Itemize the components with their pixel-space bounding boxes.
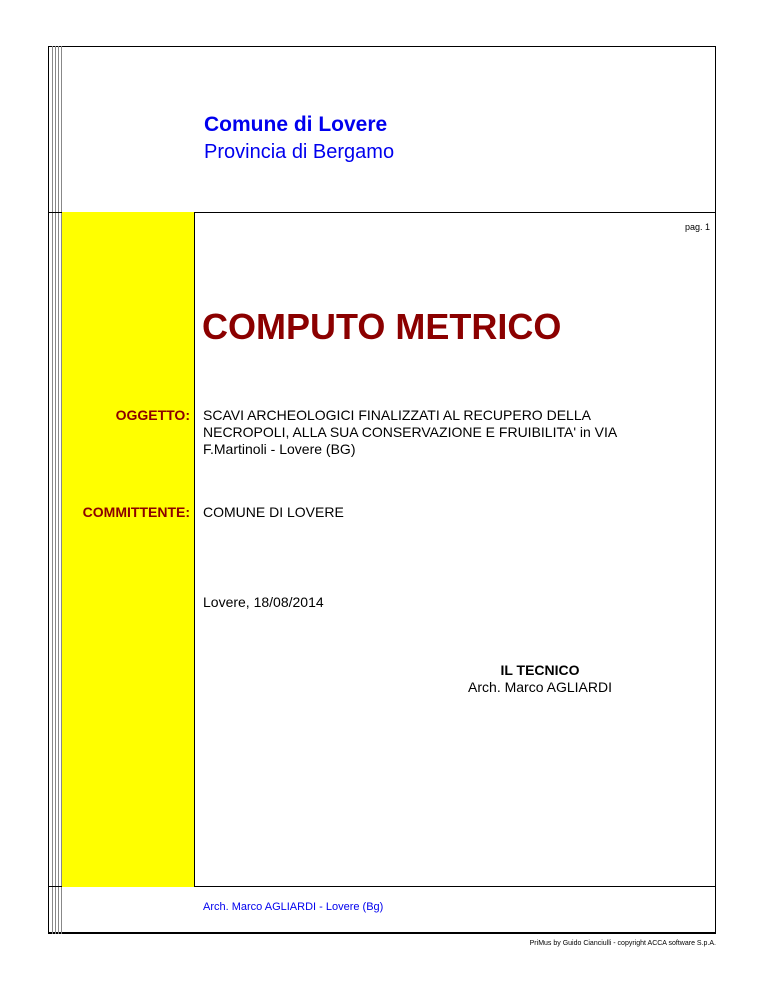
signature-block bbox=[430, 662, 650, 696]
signature-title: IL TECNICO bbox=[500, 662, 580, 678]
document-title: COMPUTO METRICO bbox=[202, 306, 562, 347]
object-value bbox=[203, 407, 683, 458]
object-line: SCAVI ARCHEOLOGICI FINALIZZATI AL RECUPERO DELLA bbox=[203, 407, 591, 423]
object-line: NECROPOLI, ALLA SUA CONSERVAZIONE E FRUIBILITA' in VIA bbox=[203, 424, 618, 440]
object-line: F.Martinoli - Lovere (BG) bbox=[203, 441, 356, 457]
margin-rule bbox=[58, 46, 59, 934]
software-credit: PriMus by Guido Cianciulli - copyright ACCA software S.p.A. bbox=[529, 940, 716, 947]
client-label: COMMITTENTE: bbox=[82, 504, 190, 520]
margin-rule bbox=[55, 46, 56, 934]
client-value: COMUNE DI LOVERE bbox=[203, 504, 344, 520]
label-column-band bbox=[62, 212, 195, 887]
entity-name: Comune di Lovere bbox=[204, 113, 388, 136]
page-frame-bottom-rule bbox=[48, 932, 716, 934]
entity-province: Provincia di Bergamo bbox=[204, 141, 395, 163]
signature-name: Arch. Marco AGLIARDI bbox=[468, 679, 612, 695]
page-number: pag. 1 bbox=[684, 222, 710, 232]
place-date: Lovere, 18/08/2014 bbox=[203, 594, 324, 610]
object-label: OGGETTO: bbox=[115, 407, 190, 423]
margin-rule bbox=[52, 46, 53, 934]
footer-author: Arch. Marco AGLIARDI - Lovere (Bg) bbox=[203, 901, 384, 913]
